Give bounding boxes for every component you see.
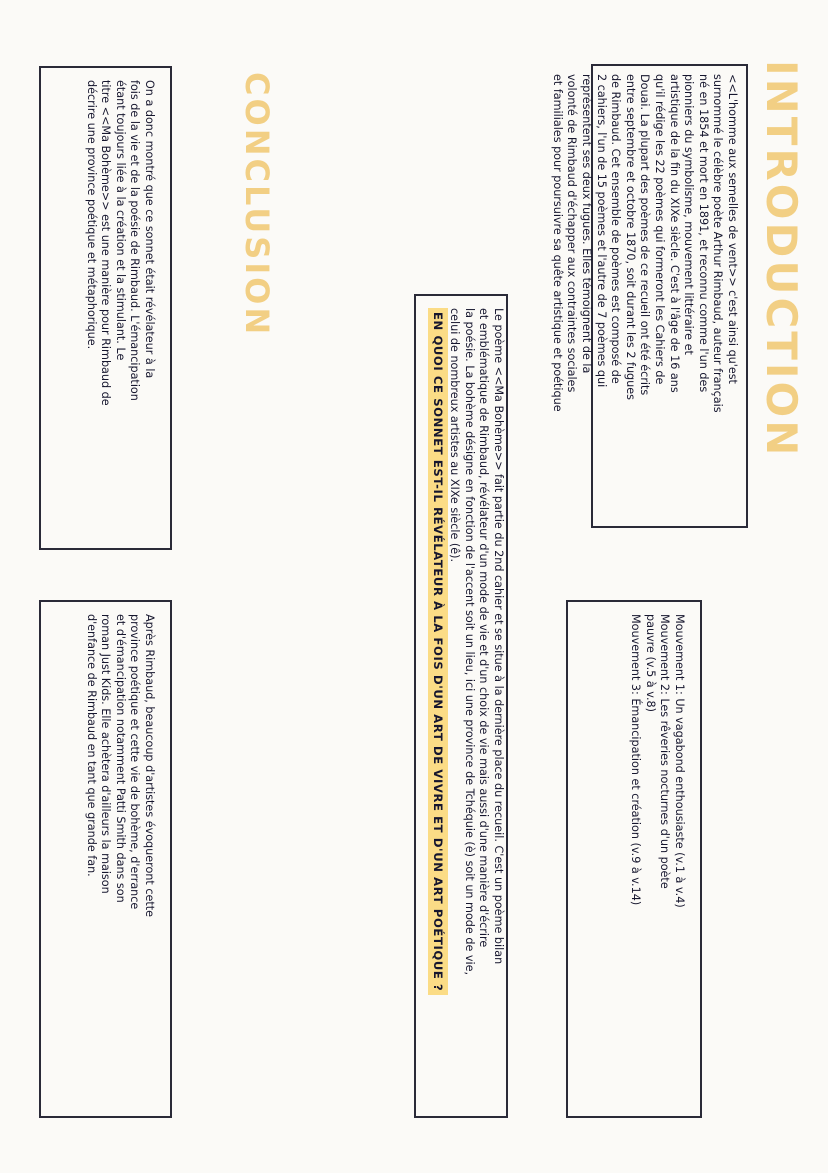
opening-text: Après Rimbaud, beaucoup d'artistes évoqueront cette province poétique et cette vie de bohème, d'errance et d'émancipation notamment Patti Smith dans son roman Just Kids. Elle achètera d'ailleurs la maison d'enfance de Rimbaud en tant que grande fan. (84, 614, 156, 918)
introduction-title: INTRODUCTION (757, 60, 806, 459)
conclusion-title: CONCLUSION (238, 72, 276, 338)
introduction-text: <<L'homme aux semelles de vent>> c'est ainsi qu'est surnommé le célèbre poète Arthur Rimbaud, auteur français né en 1854 et mort en 1891, et reconnu comme l'un des pionniers du symbolisme, mouvement littéraire et artistique de la fin du XIXe siècle. C'est à l'âge de 16 ans qu'il rédige les 22 poèmes qui formeront les Cahiers de Douai. La plupart des poèmes de ce recueil ont été écrits entre septembre et octobre 1870, soit durant les 2 fugues de Rimbaud. Cet ensemble de poèmes est composé de 2 cahiers, l'un de 15 poèmes et l'autre de 7 poèmes qui représentent ses deux fugues. Elles témoignent de la volonté de Rimbaud d'échapper aux contraintes sociales et familiales pour poursuivre sa quête artistique et poétique (550, 74, 739, 413)
movement-2: Mouvement 2: Les rêveries nocturnes d'un poète (658, 614, 672, 889)
movement-2-cont: pauvre (v.5 à v.8) (643, 614, 657, 713)
problematique-highlight: EN QUOI CE SONNET EST-IL RÉVÉLATEUR À LA FOIS D'UN ART DE VIVRE ET D'UN ART POÉTIQUE ? (428, 308, 448, 995)
movement-1: Mouvement 1: Un vagabond enthousiaste (v.1 à v.4) (673, 614, 686, 908)
introduction-box (550, 64, 748, 528)
analysis-text: Le poème <<Ma Bohème>> fait partie du 2nd cahier et se situe à la dernière place du recueil. C'est un poème bilan et emblématique de Rimbaud, révélateur d'un mode de vie et d'un choix de vie mais aussi d'une manière d'écrire la poésie. La bohème désigne en fonction de l'accent soit un lieu, ici une province de Tchéquie (è) soit un mode de vie, celui de nombreux artistes au XIXe siècle (ê). (448, 308, 505, 976)
opening-box (39, 600, 172, 1118)
movements-list (628, 614, 686, 1104)
conclusion-text: On a donc montré que ce sonnet était révélateur à la fois de la vie et de la poésie de Rimbaud. L'émancipation étant toujours liée à la création et la stimulant. Le titre <<Ma Bohème>> est une manière pour Rimbaud de décrire une province poétique et métaphorique. (84, 80, 156, 406)
analysis-box (414, 294, 508, 1118)
movements-box (566, 600, 702, 1118)
movement-3: Mouvement 3: Émancipation et création (v.9 à v.14) (629, 614, 643, 906)
conclusion-box (39, 66, 172, 550)
